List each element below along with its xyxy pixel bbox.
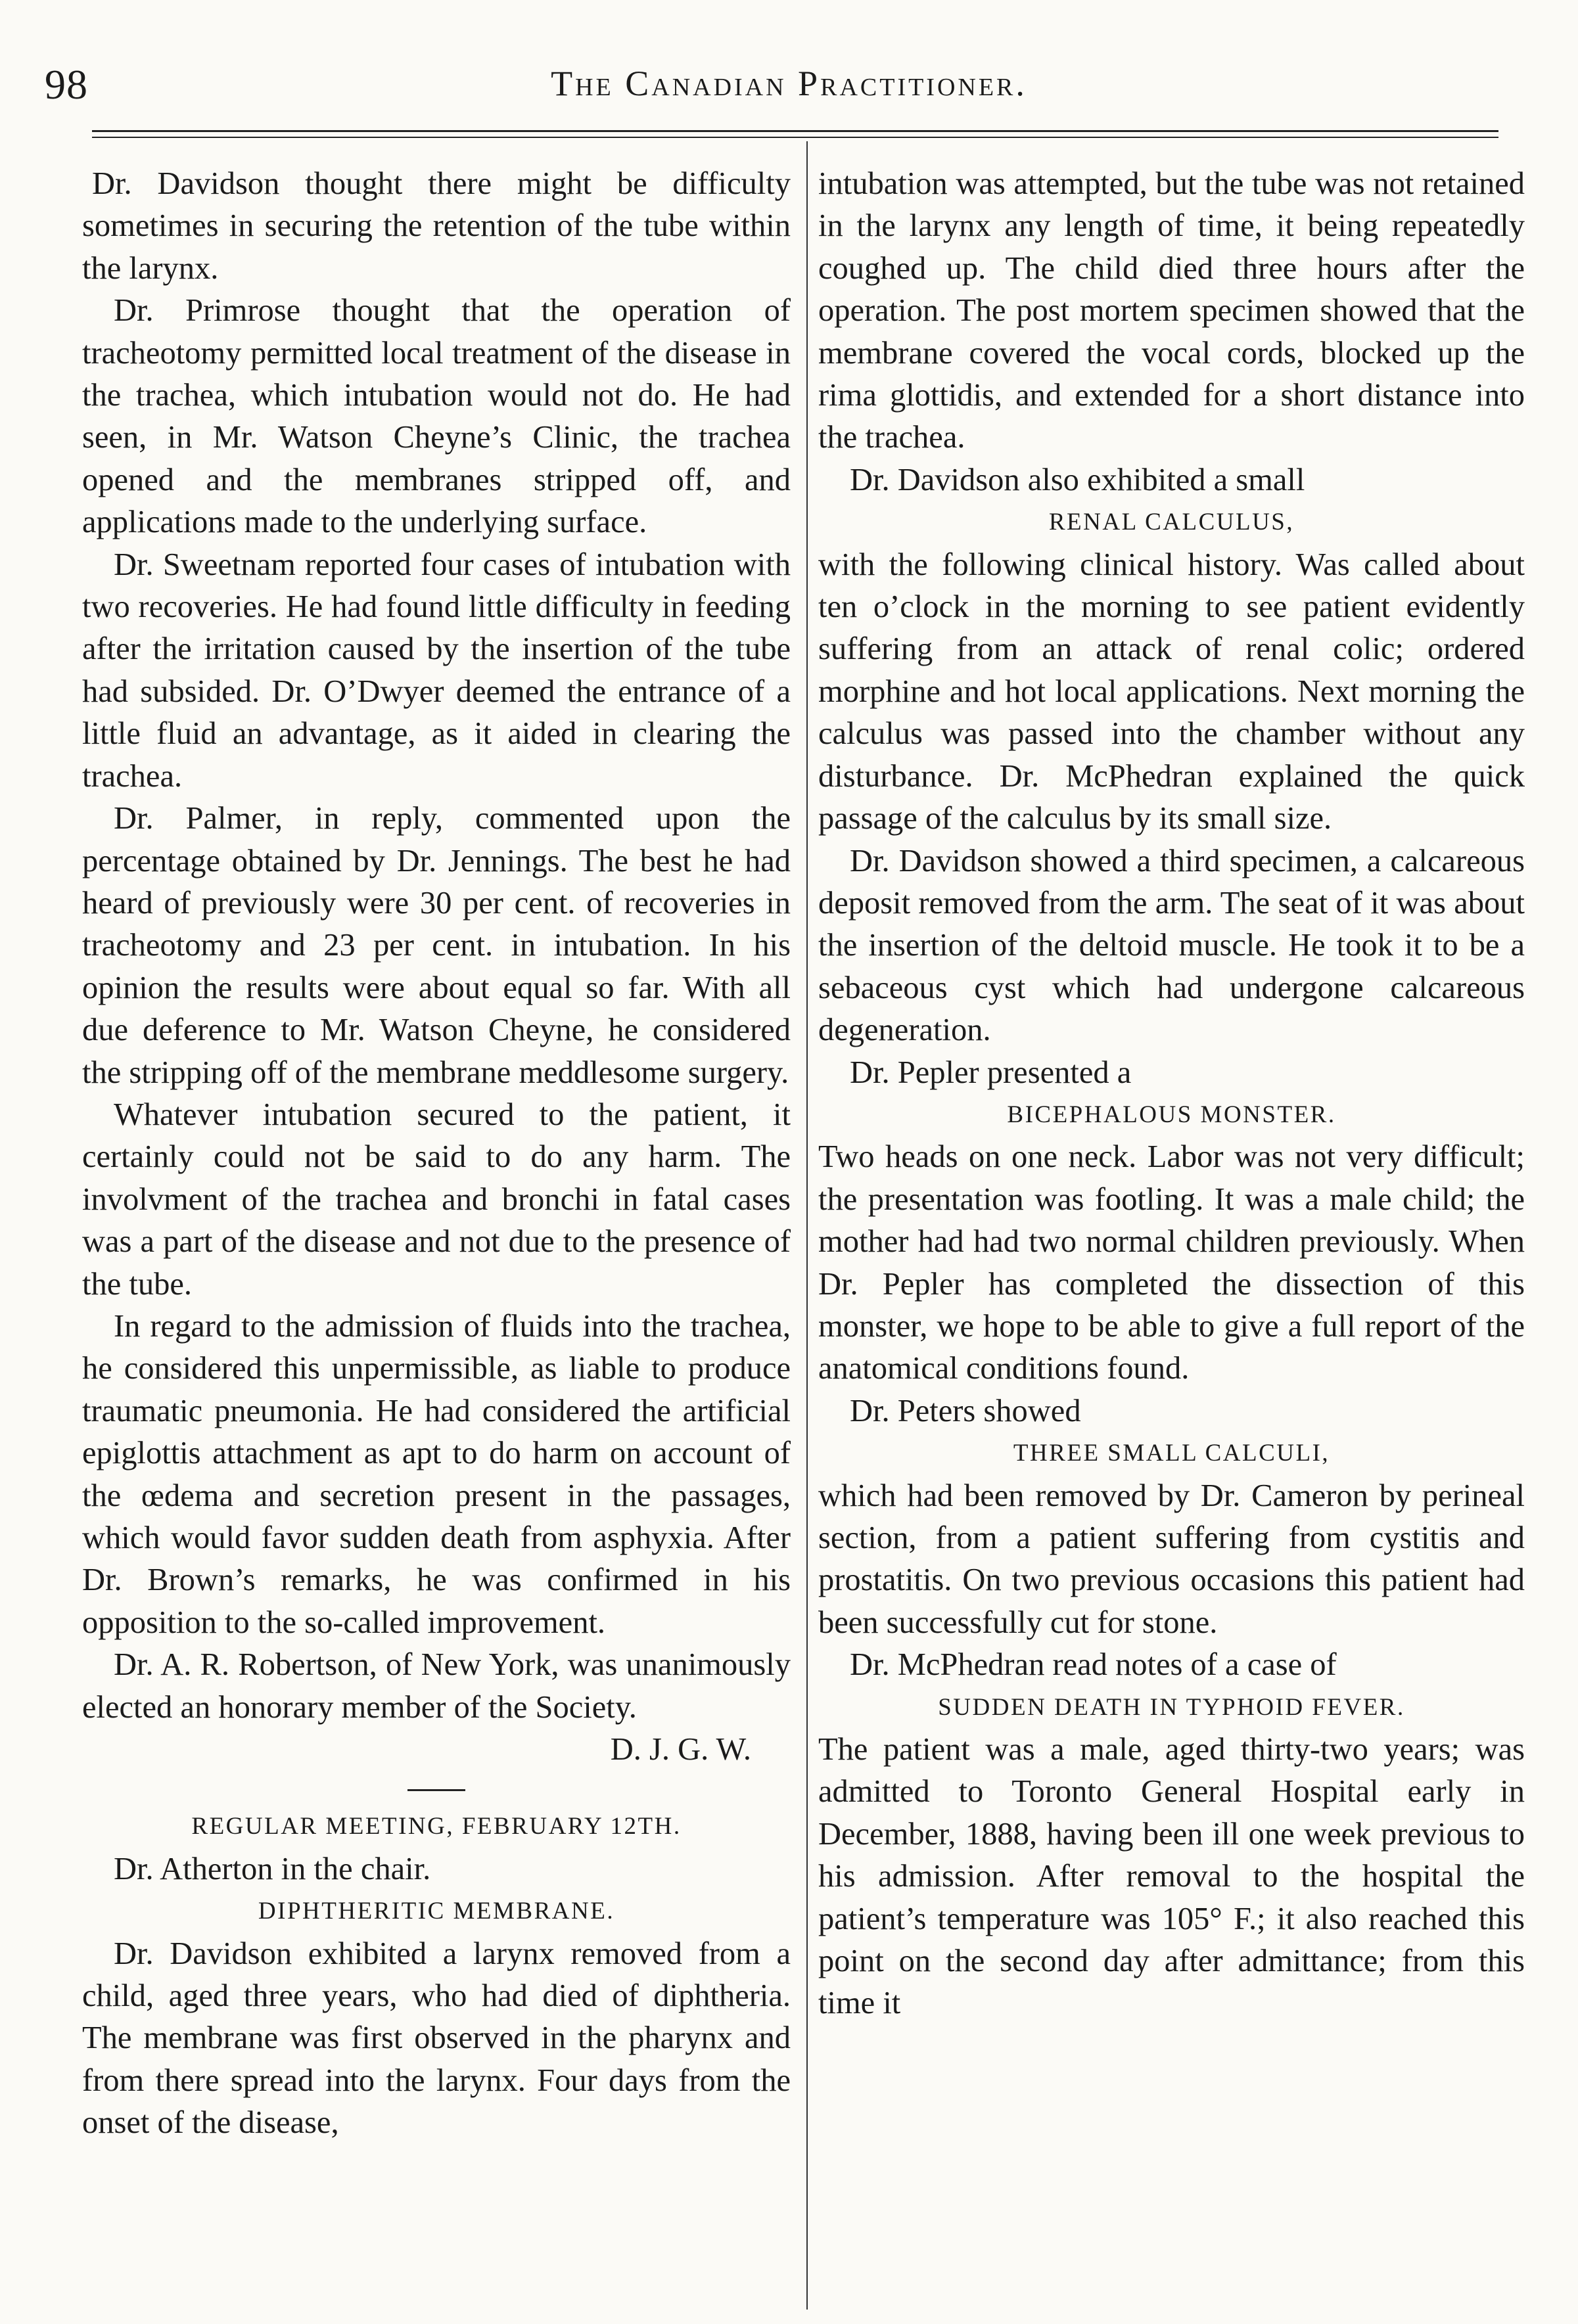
- meeting-heading: REGULAR MEETING, FEBRUARY 12TH.: [191, 1813, 682, 1840]
- paragraph: The patient was a male, aged thirty-two years; was admitted to Toronto General Hospital early in December, 1888, having been ill one week previous to his admission. After removal to the hospital the patient’s temperature was 105° F.; it also reached this point on the second day after admittance; from this time it: [818, 1732, 1525, 2021]
- paragraph: Whatever intubation secured to the patient, it certainly could not be said to do any harm. The involvment of the trachea and bronchi in fatal cases was a part of the disease and not due to the presence of the tube.: [82, 1097, 791, 1302]
- paragraph: with the following clinical history. Was called about ten o’clock in the morning to see patient evidently suffering from an attack of renal colic; ordered morphine and hot local applications. Next morning the calculus was passed into the chamber without any disturbance. Dr. McPhedran explained the quick passage of the calculus by its small size.: [818, 547, 1525, 836]
- journal-title: The Canadian Practitioner.: [551, 64, 1027, 103]
- paragraph: Two heads on one neck. Labor was not very difficult; the presentation was footling. It was a male child; the mother had had two normal children previously. When Dr. Pepler has completed the dissection of this monster, we hope to be able to give a full report of the anatomical conditions found.: [818, 1139, 1525, 1386]
- paragraph: Dr. Davidson thought there might be difficulty sometimes in securing the retention of the tube within the larynx.: [82, 166, 791, 286]
- section-heading: DIPHTHERITIC MEMBRANE.: [258, 1898, 615, 1925]
- section-separator: [407, 1789, 465, 1791]
- paragraph: Dr. Davidson showed a third specimen, a calcareous deposit removed from the arm. The seat of it was about the insertion of the deltoid muscle. He took it to be a sebaceous cyst which had undergone calcareous degeneration.: [818, 843, 1525, 1048]
- paragraph: Dr. Sweetnam reported four cases of intubation with two recoveries. He had found little difficulty in feeding after the irritation caused by the insertion of the tube had subsided. Dr. O’Dwyer deemed the entrance of a little fluid an advantage, as it aided in clearing the trachea.: [82, 547, 791, 794]
- right-column: [818, 163, 1525, 2025]
- page-header: [0, 0, 1578, 131]
- paragraph: Dr. A. R. Robertson, of New York, was unanimously elected an honorary member of the Society.: [82, 1647, 791, 1725]
- paragraph: Dr. Primrose thought that the operation of tracheotomy permitted local treatment of the disease in the trachea, which intubation would not do. He had seen, in Mr. Watson Cheyne’s Clinic, the trachea opened and the membranes stripped off, and applications made to the underlying surface.: [82, 293, 791, 540]
- section-heading: SUDDEN DEATH IN TYPHOID FEVER.: [938, 1693, 1405, 1721]
- section-heading: BICEPHALOUS MONSTER.: [1007, 1101, 1336, 1128]
- column-divider: [806, 141, 808, 2310]
- paragraph: which had been removed by Dr. Cameron by perineal section, from a patient suffering from cystitis and prostatitis. On two previous occasions this patient had been successfully cut for stone.: [818, 1478, 1525, 1640]
- section-heading: RENAL CALCULUS,: [1048, 509, 1295, 536]
- paragraph: Dr. Pepler presented a: [850, 1055, 1132, 1090]
- paragraph: Dr. Peters showed: [850, 1393, 1081, 1428]
- paragraph: Dr. McPhedran read notes of a case of: [850, 1647, 1337, 1683]
- signoff: D. J. G. W.: [610, 1732, 751, 1767]
- header-rule-double: [92, 137, 1498, 138]
- paragraph: In regard to the admission of fluids into the trachea, he considered this unpermissible, as liable to produce traumatic pneumonia. He had considered the artificial epiglottis attachment as apt to do harm on account of the œdema and secretion present in the passages, which would favor sudden death from asphyxia. After Dr. Brown’s remarks, he was confirmed in his opposition to the so-called improvement.: [82, 1308, 791, 1640]
- paragraph: Dr. Davidson also exhibited a small: [850, 462, 1305, 497]
- paragraph: Dr. Atherton in the chair.: [114, 1851, 431, 1886]
- header-rule: [92, 130, 1498, 132]
- section-heading: THREE SMALL CALCULI,: [1013, 1440, 1330, 1467]
- paragraph: intubation was attempted, but the tube was not retained in the larynx any length of time, it being repeatedly coughed up. The child died three hours after the operation. The post mortem specimen showed that the membrane covered the vocal cords, blocked up the rima glottidis, and extended for a short distance into the trachea.: [818, 166, 1525, 455]
- paragraph: Dr. Davidson exhibited a larynx removed from a child, aged three years, who had died of diphtheria. The membrane was first observed in the pharynx and from there spread into the larynx. Four days from the onset of the disease,: [82, 1936, 791, 2141]
- paragraph: Dr. Palmer, in reply, commented upon the percentage obtained by Dr. Jennings. The best he had heard of previously were 30 per cent. of recoveries in tracheotomy and 23 per cent. in intubation. In his opinion the results were about equal so far. With all due deference to Mr. Watson Cheyne, he considered the stripping off of the membrane meddlesome surgery.: [82, 801, 791, 1090]
- page-number: 98: [45, 61, 88, 108]
- left-column: [82, 163, 791, 2145]
